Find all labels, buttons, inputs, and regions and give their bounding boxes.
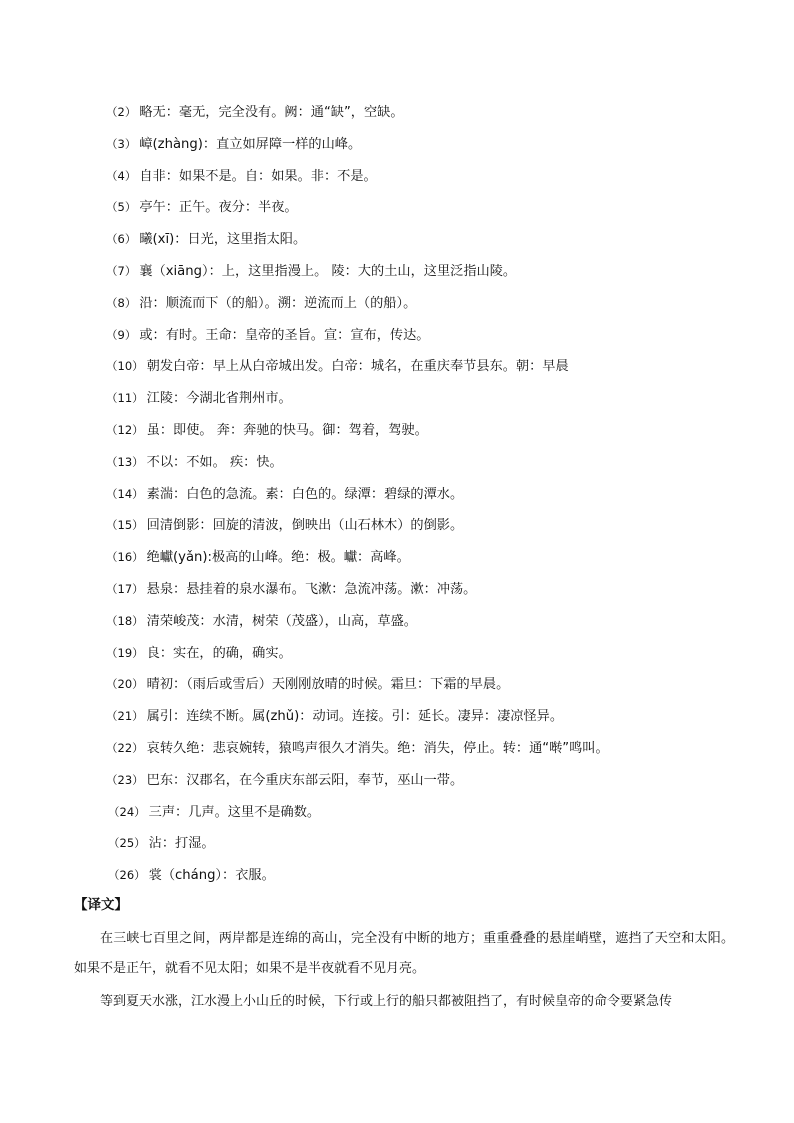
annotation-item (106, 765, 746, 797)
annotation-number: （26） (108, 868, 146, 883)
annotation-text: 亭午：正午。夜分：半夜。 (139, 200, 298, 216)
annotation-text: 巴东：汉郡名，在今重庆东部云阳，奉节，巫山一带。 (146, 772, 464, 788)
annotation-item (106, 860, 746, 892)
annotation-number: （19） (106, 645, 144, 660)
annotation-item (106, 638, 746, 670)
annotation-text: 属引：连续不断。属(zhǔ)：动词。连接。引：延长。凄异：凄凉怪异。 (146, 709, 564, 725)
annotation-number: （25） (108, 836, 146, 851)
annotation-number: （15） (106, 518, 144, 533)
translation-heading: 【译文】 (74, 897, 128, 913)
annotation-item (106, 733, 746, 765)
annotation-number: （5） (106, 200, 137, 215)
annotation-number: （6） (106, 232, 137, 247)
annotation-item (106, 606, 746, 638)
annotation-number: （23） (106, 772, 144, 787)
annotation-number: （10） (106, 359, 144, 374)
annotation-number: （11） (106, 391, 144, 406)
annotation-item (106, 129, 746, 161)
annotation-number: （3） (106, 136, 137, 151)
annotation-text: 悬泉：悬挂着的泉水瀑布。飞漱：急流冲荡。漱：冲荡。 (146, 581, 477, 597)
annotation-item (106, 542, 746, 574)
annotation-text: 素湍：白色的急流。素：白色的。绿潭：碧绿的潭水。 (146, 486, 464, 502)
annotation-item (106, 797, 746, 829)
annotation-text: 晴初：（雨后或雪后）天刚刚放晴的时候。霜旦：下霜的早晨。 (146, 677, 510, 693)
annotation-item (106, 574, 746, 606)
annotation-item (106, 224, 746, 256)
annotation-number: （2） (106, 105, 137, 119)
annotation-number: （7） (106, 263, 137, 278)
annotation-item (106, 701, 746, 733)
translation-body (74, 924, 734, 1020)
annotation-number: （14） (106, 486, 144, 501)
annotation-text: 哀转久绝：悲哀婉转，猿鸣声很久才消失。绝：消失，停止。转：通“啭”鸣叫。 (146, 740, 609, 756)
annotation-text: 朝发白帝：早上从白帝城出发。白帝：城名，在重庆奉节县东。朝：早晨 (146, 359, 569, 375)
annotation-item (106, 288, 746, 320)
annotation-number: （18） (106, 613, 144, 628)
annotation-text: 回清倒影：回旋的清波，倒映出（山石林木）的倒影。 (146, 518, 464, 534)
annotation-item (106, 161, 746, 193)
annotation-number: （12） (106, 422, 144, 437)
annotation-text: 虽：即使。 奔：奔驰的快马。御：驾着，驾驶。 (146, 422, 428, 438)
annotation-item (106, 351, 746, 383)
translation-paragraph: 等到夏天水涨，江水漫上小山丘的时候，下行或上行的船只都被阻挡了，有时候皇帝的命令要紧急传 (100, 994, 673, 1009)
annotation-text: 绝巘(yǎn):极高的山峰。绝：极。巘：高峰。 (146, 550, 410, 566)
annotation-number: （9） (106, 327, 137, 342)
annotation-item (106, 256, 746, 288)
annotation-item (106, 383, 746, 415)
annotation-text: 沾：打湿。 (148, 836, 215, 852)
annotation-text: 三声：几声。这里不是确数。 (148, 804, 321, 820)
annotation-text: 江陵：今湖北省荆州市。 (146, 391, 292, 407)
annotation-item (106, 447, 746, 479)
annotation-text: 清荣峻茂：水清，树荣（茂盛），山高，草盛。 (146, 613, 417, 629)
annotation-text: 曦(xī)：日光，这里指太阳。 (139, 232, 307, 248)
annotation-number: （24） (108, 804, 146, 819)
annotation-item (106, 479, 746, 511)
annotation-number: （21） (106, 709, 144, 724)
annotation-item (106, 192, 746, 224)
annotation-text: 或：有时。王命：皇帝的圣旨。宣：宣布，传达。 (139, 327, 430, 343)
annotation-text: 嶂(zhàng)：直立如屏障一样的山峰。 (139, 136, 362, 152)
annotation-text: 自非：如果不是。自：如果。非：不是。 (139, 168, 377, 184)
annotation-number: （22） (106, 740, 144, 755)
annotation-item (106, 669, 746, 701)
annotation-text: 裳（cháng）：衣服。 (148, 868, 275, 884)
annotation-item (106, 415, 746, 447)
annotation-number: （16） (106, 550, 144, 565)
annotation-text: 略无：毫无，完全没有。阙：通“缺”，空缺。 (139, 105, 404, 120)
annotation-number: （13） (106, 454, 144, 469)
annotation-text: 不以：不如。 疾：快。 (146, 454, 283, 470)
annotation-item (106, 828, 746, 860)
annotation-item (106, 320, 746, 352)
annotation-text: 沿：顺流而下（的船）。溯：逆流而上（的船）。 (139, 295, 417, 311)
annotation-item (106, 97, 746, 129)
annotation-number: （8） (106, 295, 137, 310)
annotation-number: （20） (106, 677, 144, 692)
annotation-number: （17） (106, 581, 144, 596)
annotation-text: 襄（xiāng）：上，这里指漫上。 陵：大的土山，这里泛指山陵。 (139, 263, 517, 279)
annotation-number: （4） (106, 168, 137, 183)
annotation-text: 良：实在，的确，确实。 (146, 645, 292, 661)
annotation-item (106, 510, 746, 542)
annotation-list (106, 97, 746, 892)
translation-paragraph: 在三峡七百里之间，两岸都是连绵的高山，完全没有中断的地方；重重叠叠的悬崖峭壁，遮挡了天空和太阳。如果不是正午，就看不见太阳；如果不是半夜就看不见月亮。 (74, 931, 734, 976)
